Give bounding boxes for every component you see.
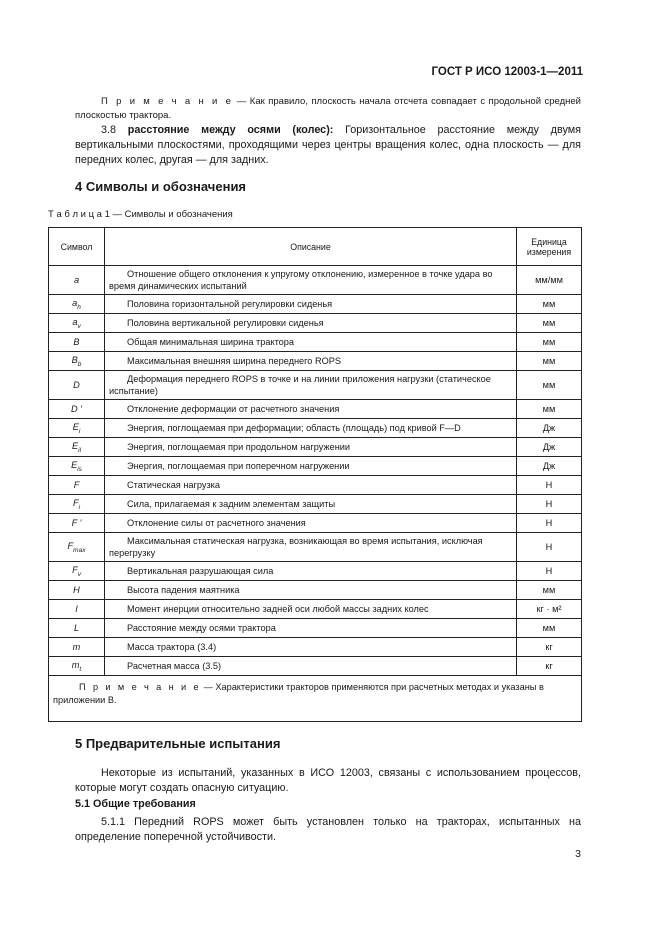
description-cell: Момент инерции относительно задней оси любой массы задних колес — [105, 600, 517, 619]
table-row — [49, 657, 582, 676]
description-cell: Расстояние между осями трактора — [105, 619, 517, 638]
table-row — [49, 495, 582, 514]
table-row — [49, 295, 582, 314]
page-number: 3 — [575, 848, 581, 860]
table-row — [49, 266, 582, 295]
unit-cell: Н — [517, 562, 582, 581]
definition-term: расстояние между осями (колес): — [127, 124, 334, 136]
unit-cell: мм/мм — [517, 266, 582, 295]
symbol-cell: $F_{max}$ — [49, 533, 105, 562]
description-cell: Масса трактора (3.4) — [105, 638, 517, 657]
symbol-cell: D ' — [49, 400, 105, 419]
section-5-title: 5 Предварительные испытания — [75, 736, 281, 751]
table-row — [49, 419, 582, 438]
table-note-text: — Характеристики тракторов применяются при расчетных методах и указаны в приложении В. — [53, 682, 544, 705]
symbol-cell: $E_{is}$ — [49, 457, 105, 476]
unit-cell: Н — [517, 533, 582, 562]
description-cell: Статическая нагрузка — [105, 476, 517, 495]
symbol-cell: $E_i$ — [49, 419, 105, 438]
unit-cell: мм — [517, 295, 582, 314]
note-label: П р и м е ч а н и е — [101, 96, 234, 107]
unit-cell: мм — [517, 371, 582, 400]
note-top — [75, 95, 581, 123]
note-text: — Как правило, плоскость начала отсчета совпадает с продольной средней плоскостью трактора. — [75, 96, 581, 121]
table-row — [49, 514, 582, 533]
description-cell: Расчетная масса (3.5) — [105, 657, 517, 676]
symbol-cell: I — [49, 600, 105, 619]
symbol-cell: m — [49, 638, 105, 657]
description-cell: Высота падения маятника — [105, 581, 517, 600]
table-row — [49, 562, 582, 581]
symbols-table — [48, 227, 582, 722]
table-row — [49, 600, 582, 619]
symbol-cell: B — [49, 333, 105, 352]
table-note-label: П р и м е ч а н и е — [79, 682, 202, 692]
description-cell: Общая минимальная ширина трактора — [105, 333, 517, 352]
symbol-cell: D — [49, 371, 105, 400]
symbol-cell: F ' — [49, 514, 105, 533]
table-caption: Т а б л и ц а 1 — Символы и обозначения — [48, 209, 233, 220]
table-row — [49, 314, 582, 333]
table-row — [49, 352, 582, 371]
unit-cell: мм — [517, 581, 582, 600]
table-row — [49, 333, 582, 352]
definition-text: Горизонтальное расстояние между двумя вертикальными плоскостями, проходящими через центры вращения колес, одна плоскость — для передних колес, другая — для задних. — [75, 124, 581, 166]
symbol-cell: $B_b$ — [49, 352, 105, 371]
table-row — [49, 581, 582, 600]
section-5-intro: Некоторые из испытаний, указанных в ИСО 12003, связаны с использованием процессов, которые могут создать опасную ситуацию. — [75, 767, 581, 794]
table-row — [49, 619, 582, 638]
table-note — [49, 676, 582, 722]
unit-cell: Н — [517, 476, 582, 495]
unit-cell: Дж — [517, 438, 582, 457]
description-cell: Деформация переднего ROPS в точке и на линии приложения нагрузки (статическое испытание) — [105, 371, 517, 400]
unit-cell: кг — [517, 638, 582, 657]
symbol-cell: H — [49, 581, 105, 600]
description-cell: Энергия, поглощаемая при продольном нагружении — [105, 438, 517, 457]
unit-cell: Дж — [517, 419, 582, 438]
document-header: ГОСТ Р ИСО 12003-1—2011 — [431, 66, 583, 78]
table-row — [49, 476, 582, 495]
description-cell: Отклонение силы от расчетного значения — [105, 514, 517, 533]
unit-cell: мм — [517, 314, 582, 333]
table-row — [49, 638, 582, 657]
description-cell: Половина вертикальной регулировки сиденья — [105, 314, 517, 333]
table-row — [49, 457, 582, 476]
section-4-title: 4 Символы и обозначения — [75, 179, 247, 194]
description-cell: Отклонение деформации от расчетного значения — [105, 400, 517, 419]
symbol-cell: $m_t$ — [49, 657, 105, 676]
unit-cell: мм — [517, 400, 582, 419]
table-row — [49, 533, 582, 562]
definition-3-8 — [75, 123, 581, 168]
unit-cell: мм — [517, 619, 582, 638]
symbol-cell: L — [49, 619, 105, 638]
description-cell: Максимальная статическая нагрузка, возникающая во время испытания, исключая перегрузку — [105, 533, 517, 562]
symbol-cell: $F_i$ — [49, 495, 105, 514]
table-row — [49, 438, 582, 457]
unit-cell: Дж — [517, 457, 582, 476]
paragraph-5-1-1: 5.1.1 Передний ROPS может быть установлен только на тракторах, испытанных на определение поперечной устойчивости. — [75, 816, 581, 843]
unit-cell: Н — [517, 495, 582, 514]
symbol-cell: F — [49, 476, 105, 495]
unit-cell: кг · м² — [517, 600, 582, 619]
unit-cell: мм — [517, 352, 582, 371]
symbol-cell: $a_h$ — [49, 295, 105, 314]
symbol-cell: $a_v$ — [49, 314, 105, 333]
header-symbol: Символ — [49, 228, 105, 266]
symbol-cell: $E_{il}$ — [49, 438, 105, 457]
definition-number: 3.8 — [101, 124, 117, 136]
description-cell: Энергия, поглощаемая при поперечном нагружении — [105, 457, 517, 476]
header-description: Описание — [105, 228, 517, 266]
description-cell: Энергия, поглощаемая при деформации; область (площадь) под кривой F—D — [105, 419, 517, 438]
description-cell: Половина горизонтальной регулировки сиденья — [105, 295, 517, 314]
description-cell: Максимальная внешняя ширина переднего ROPS — [105, 352, 517, 371]
subsection-5-1-title: 5.1 Общие требования — [75, 798, 196, 810]
table-row — [49, 371, 582, 400]
unit-cell: Н — [517, 514, 582, 533]
description-cell: Сила, прилагаемая к задним элементам защиты — [105, 495, 517, 514]
symbol-cell: $F_v$ — [49, 562, 105, 581]
unit-cell: мм — [517, 333, 582, 352]
table-row — [49, 400, 582, 419]
unit-cell: кг — [517, 657, 582, 676]
description-cell: Отношение общего отклонения к упругому отклонению, измеренное в точке удара во время динамических испытаний — [105, 266, 517, 295]
description-cell: Вертикальная разрушающая сила — [105, 562, 517, 581]
header-unit: Единица измерения — [517, 228, 582, 266]
symbol-cell: a — [49, 266, 105, 295]
